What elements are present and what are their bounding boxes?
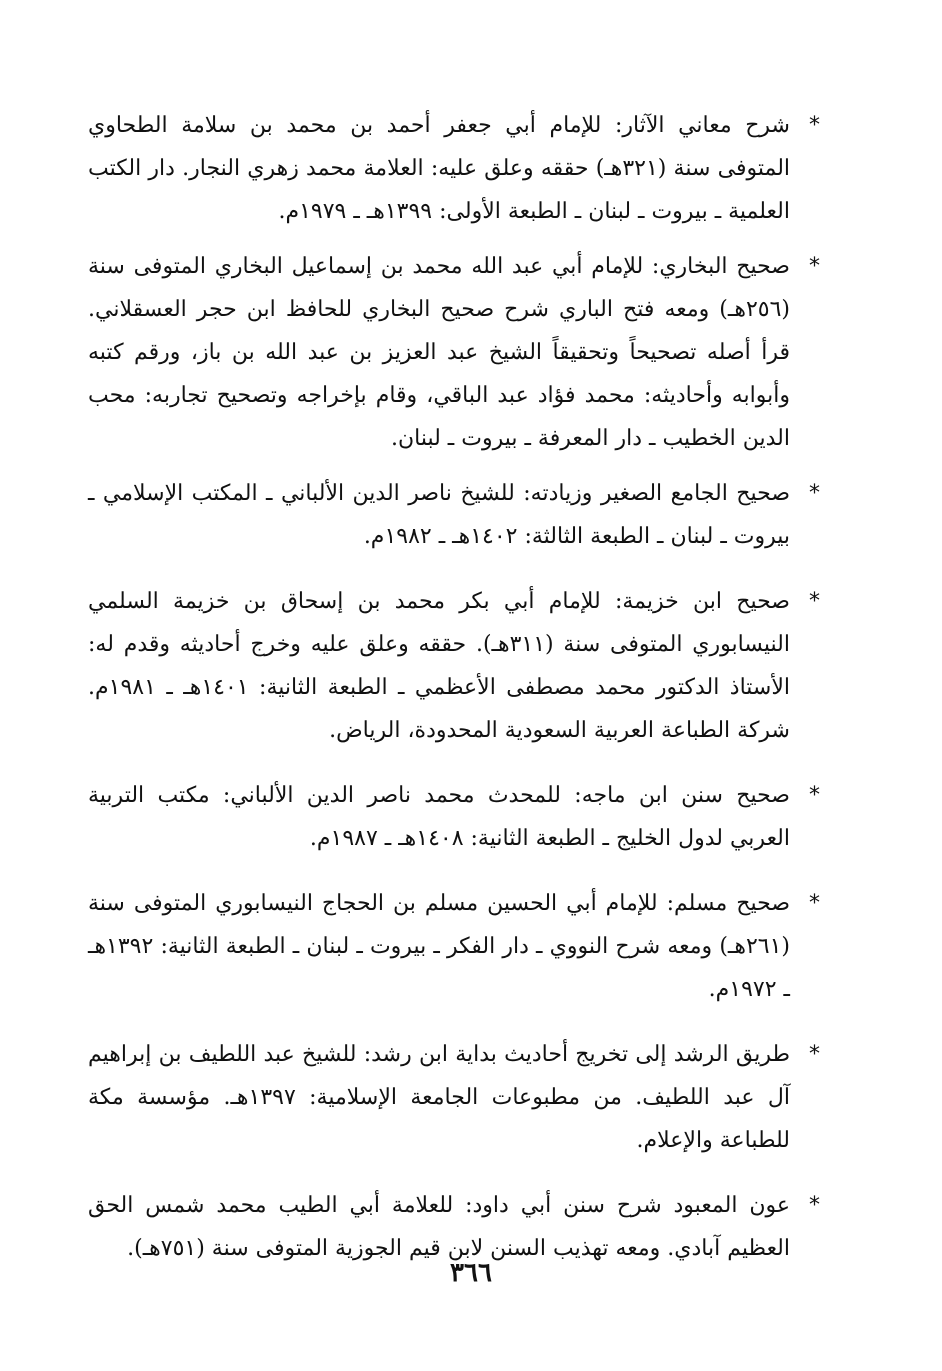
bibliography-list <box>88 104 820 1270</box>
bullet-asterisk-icon: * <box>809 1193 820 1218</box>
bibliography-entry <box>88 472 820 558</box>
entry-text: طريق الرشد إلى تخريج أحاديث بداية ابن رشد: للشيخ عبد اللطيف بن إبراهيم آل عبد اللطيف. من مطبوعات الجامعة الإسلامية: ١٣٩٧هـ. مؤسسة مكة للطباعة والإعلام. <box>88 1042 790 1153</box>
bullet-asterisk-icon: * <box>809 113 820 138</box>
page-number: ٣٦٦ <box>450 1258 492 1288</box>
bullet-asterisk-icon: * <box>809 481 820 506</box>
bullet-asterisk-icon: * <box>809 1042 820 1067</box>
bibliography-entry <box>88 580 820 752</box>
bullet-asterisk-icon: * <box>809 254 820 279</box>
entry-text: صحيح ابن خزيمة: للإمام أبي بكر محمد بن إسحاق بن خزيمة السلمي النيسابوري المتوفى سنة (٣١١هـ). حققه وعلق عليه وخرج أحاديثه وقدم له: الأستاذ الدكتور محمد مصطفى الأعظمي ـ الطبعة الثانية: ١٤٠١هـ ـ ١٩٨١م. شركة الطباعة العربية السعودية المحدودة، الرياض. <box>88 589 791 743</box>
entry-text: صحيح الجامع الصغير وزيادته: للشيخ ناصر الدين الألباني ـ المكتب الإسلامي ـ بيروت ـ لبنان ـ الطبعة الثالثة: ١٤٠٢هـ ـ ١٩٨٢م. <box>88 481 790 549</box>
bibliography-entry <box>88 882 820 1011</box>
bullet-asterisk-icon: * <box>809 589 820 614</box>
entry-text: صحيح مسلم: للإمام أبي الحسين مسلم بن الحجاج النيسابوري المتوفى سنة (٢٦١هـ) ومعه شرح النووي ـ دار الفكر ـ بيروت ـ لبنان ـ الطبعة الثانية: ١٣٩٢هـ ـ ١٩٧٢م. <box>88 891 790 1002</box>
bibliography-entry <box>88 1033 820 1162</box>
entry-text: عون المعبود شرح سنن أبي داود: للعلامة أبي الطيب محمد شمس الحق العظيم آبادي. ومعه تهذيب السنن لابن قيم الجوزية المتوفى سنة (٧٥١هـ). <box>88 1193 790 1261</box>
entry-text: شرح معاني الآثار: للإمام أبي جعفر أحمد بن محمد بن سلامة الطحاوي المتوفى سنة (٣٢١هـ) حققه وعلق عليه: العلامة محمد زهري النجار. دار الكتب العلمية ـ بيروت ـ لبنان ـ الطبعة الأولى: ١٣٩٩هـ ـ ١٩٧٩م. <box>88 113 791 224</box>
entry-text: صحيح سنن ابن ماجه: للمحدث محمد ناصر الدين الألباني: مكتب التربية العربي لدول الخليج ـ الطبعة الثانية: ١٤٠٨هـ ـ ١٩٨٧م. <box>88 783 790 851</box>
bibliography-entry <box>88 245 820 460</box>
entry-text: صحيح البخاري: للإمام أبي عبد الله محمد بن إسماعيل البخاري المتوفى سنة (٢٥٦هـ) ومعه فتح الباري شرح صحيح البخاري للحافظ ابن حجر العسقلاني. قرأ أصله تصحيحاً وتحقيقاً الشيخ عبد العزيز بن عبد الله بن باز، ورقم كتبه وأبوابه وأحاديثه: محمد فؤاد عبد الباقي، وقام بإخراجه وتصحيح تجاربه: محب الدين الخطيب ـ دار المعرفة ـ بيروت ـ لبنان. <box>88 254 790 451</box>
bullet-asterisk-icon: * <box>809 891 820 916</box>
bibliography-entry <box>88 104 820 233</box>
bullet-asterisk-icon: * <box>809 783 820 808</box>
bibliography-entry <box>88 774 820 860</box>
